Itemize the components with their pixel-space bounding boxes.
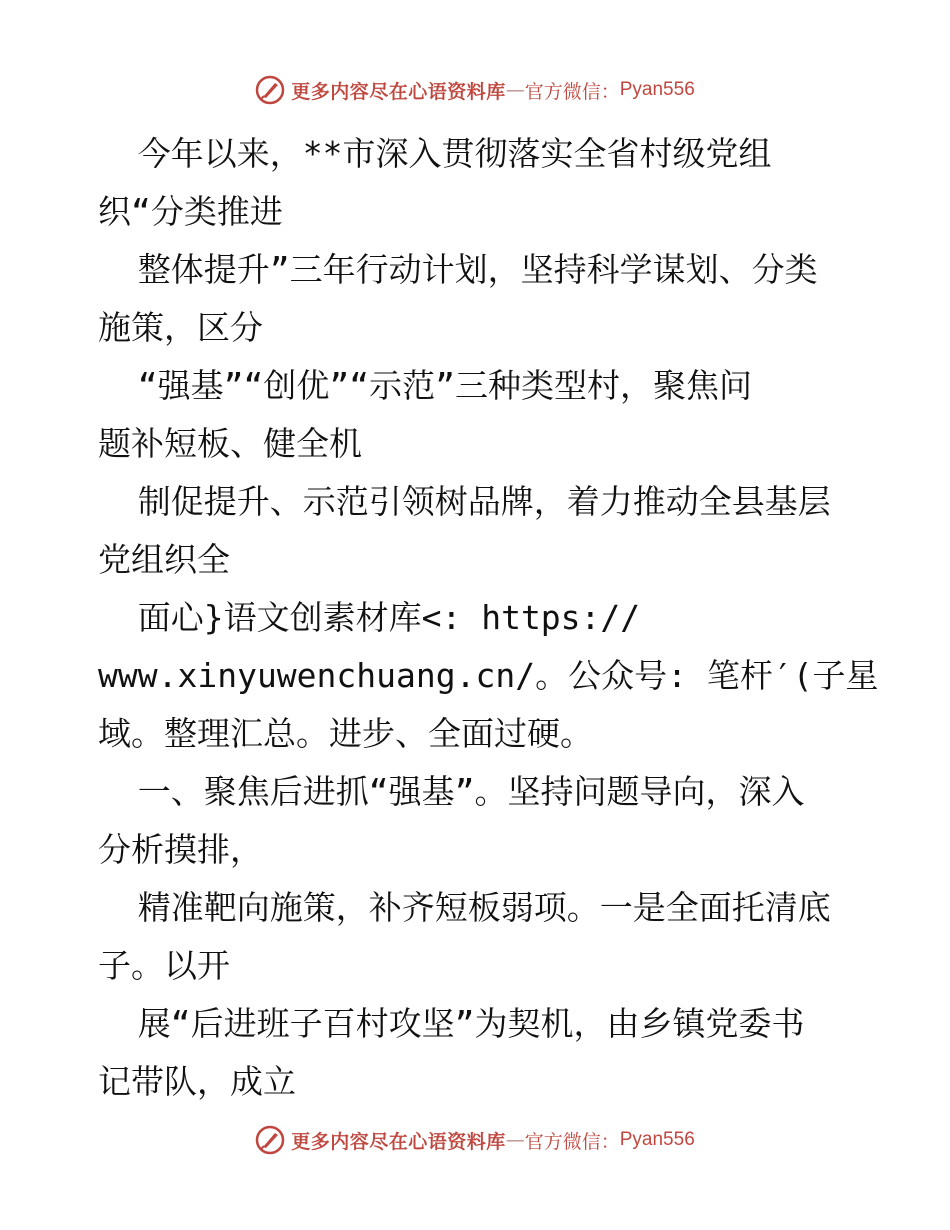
banner-separator: — (505, 79, 525, 101)
banner-brand-text: 更多内容尽在心语资料库 (291, 1130, 506, 1153)
banner-wechat-id: Pyan556 (619, 79, 695, 100)
quill-pen-seal-icon (255, 1125, 285, 1155)
banner-wechat-label: 官方微信： (524, 1130, 620, 1153)
body-line: 施策，区分 (98, 308, 263, 347)
document-body (98, 125, 879, 1111)
body-line: 精准靶向施策，补齐短板弱项。一是全面托清底 (98, 888, 831, 927)
body-line: 今年以来，**市深入贯彻落实全省村级党组 (98, 134, 772, 173)
footer-watermark-banner (0, 1120, 950, 1160)
banner-separator: — (505, 1129, 525, 1151)
body-line: www.xinyuwenchuang.cn/。公众号: 笔杆′(子星 (98, 656, 879, 695)
body-line: 记带队，成立 (98, 1062, 296, 1101)
body-line: 展“后进班子百村攻坚”为契机，由乡镇党委书 (98, 1004, 805, 1043)
body-line: 织“分类推进 (98, 192, 283, 231)
body-line: 面心}语文创素材库<: https:// (98, 598, 641, 637)
body-line: 分析摸排， (98, 830, 263, 869)
header-watermark-banner (0, 70, 950, 110)
body-line: 党组织全 (98, 540, 230, 579)
body-line: 题补短板、健全机 (98, 424, 362, 463)
banner-brand-text: 更多内容尽在心语资料库 (291, 80, 506, 103)
body-line: 域。整理汇总。进步、全面过硬。 (98, 714, 593, 753)
body-line: 子。以开 (98, 946, 230, 985)
body-line: 制促提升、示范引领树品牌，着力推动全县基层 (98, 482, 831, 521)
banner-wechat-label: 官方微信： (524, 80, 620, 103)
body-line: 整体提升”三年行动计划，坚持科学谋划、分类 (98, 250, 818, 289)
quill-pen-seal-icon (255, 75, 285, 105)
banner-wechat-id: Pyan556 (619, 1129, 695, 1150)
body-line: “强基”“创优”“示范”三种类型村，聚焦问 (98, 366, 752, 405)
body-line: 一、聚焦后进抓“强基”。坚持问题导向，深入 (98, 772, 805, 811)
